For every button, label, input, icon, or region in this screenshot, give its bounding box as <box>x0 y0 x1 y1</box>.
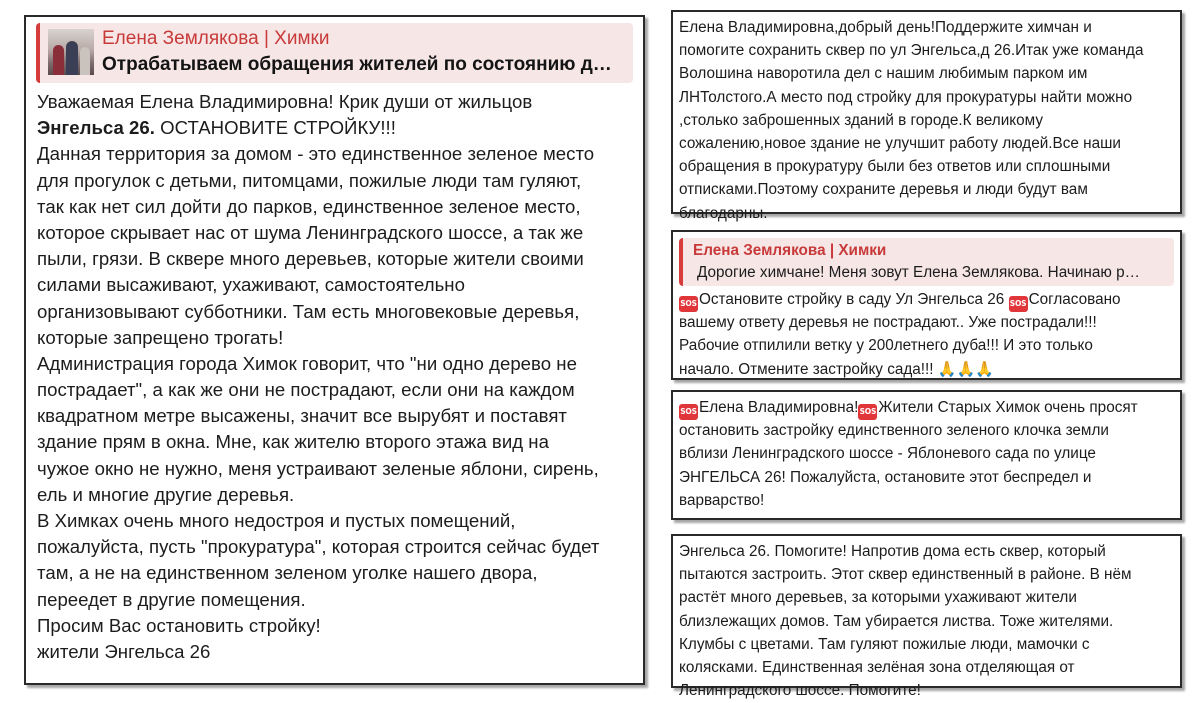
reply-snippet: Отрабатываем обращения жителей по состоянию д… <box>102 54 612 75</box>
text-fragment: Согласовано <box>1028 291 1121 308</box>
text-line: силами высаживают, ухаживают, самостоятельно <box>37 274 465 296</box>
reply-author: Елена Землякова | Химки <box>693 242 887 259</box>
text-line: растёт много деревьев, за которыми ухаживают жители <box>679 589 1077 607</box>
text-line: ЛНТолстого.А место под стройку для прокуратуры найти можно <box>679 88 1133 106</box>
reply-quote[interactable] <box>36 23 633 83</box>
text-line <box>679 358 1174 381</box>
text-line: отписками.Поэтому сохраните деревья и люди будут вам <box>679 181 1088 199</box>
text-line: квадратном метре высажены, значит все вырубят и поставят <box>37 405 567 427</box>
text-line <box>679 288 1174 311</box>
sos-icon: SOS <box>858 404 877 420</box>
sos-icon: SOS <box>679 296 698 312</box>
message-card-r4 <box>671 534 1182 700</box>
sos-icon: SOS <box>679 404 698 420</box>
text-line: Данная территория за домом - это единственное зеленое место <box>37 143 595 165</box>
reply-quote[interactable] <box>679 238 1174 286</box>
text-line: пожалуйста, пусть "прокуратура", которая строится сейчас будет <box>37 536 600 558</box>
text-line: жители Энгельса 26 <box>37 640 211 662</box>
message-card-r1 <box>671 10 1182 222</box>
message-card-left <box>24 15 645 685</box>
text-fragment: начало. Отмените застройку сада!!! <box>679 360 938 378</box>
text-fragment: ОСТАНОВИТЕ СТРОЙКУ!!! <box>154 117 396 139</box>
message-card-r2 <box>671 230 1182 380</box>
text-line: так как нет сил дойти до парков, единственное зеленое место, <box>37 195 581 217</box>
message-card-r3 <box>671 390 1182 520</box>
text-line: ель и многие другие деревья. <box>37 483 295 505</box>
reply-snippet: Дорогие химчане! Меня зовут Елена Землякова. Начинаю р… <box>697 264 1140 281</box>
message-text <box>673 286 1180 381</box>
text-fragment: Остановите стройку в саду Ул Энгельса 26 <box>699 291 1009 308</box>
text-line: для прогулок с детьми, питомцами, пожилые люди там гуляют, <box>37 169 582 191</box>
text-line: Рабочие отпилили ветку у 200летнего дуба!!! И это только <box>679 337 1093 355</box>
text-line: ЭНГЕЛЬСА 26! Пожалуйста, остановите этот беспредел и <box>679 468 1092 486</box>
bold-address: Энгельса 26. <box>37 117 155 139</box>
text-line: благодарны. <box>679 204 768 222</box>
reply-author: Елена Землякова | Химки <box>102 28 330 49</box>
avatar <box>48 29 94 75</box>
text-line: помогите сохранить сквер по ул Энгельса,д 26.Итак уже команда <box>679 42 1144 60</box>
text-line: ,столько заброшенных зданий в городе.К великому <box>679 111 1043 129</box>
message-text <box>673 392 1180 512</box>
text-line: вблизи Ленинградского шоссе - Яблоневого сада по улице <box>679 445 1096 463</box>
text-line: Елена Владимировна,добрый день!Поддержите химчан и <box>679 19 1092 36</box>
text-line: здание прям в окна. Мне, как жителю второго этажа вид на <box>37 431 549 453</box>
text-line: пострадает", а как же они не пострадают, если они на каждом <box>37 379 575 401</box>
text-line: В Химках очень много недостроя и пустых помещений, <box>37 510 516 531</box>
text-line: которые запрещено трогать! <box>37 326 284 348</box>
sos-icon: SOS <box>1009 296 1028 312</box>
text-line: Волошина наворотила дел с нашим любимым парком им <box>679 65 1088 83</box>
message-text <box>673 536 1180 702</box>
text-line: сожалению,новое здание не улучшит работу людей.Все наши <box>679 134 1121 152</box>
text-line: Администрация города Химок говорит, что "ни одно дерево не <box>37 352 577 374</box>
text-line: переедет в другие помещения. <box>37 588 306 610</box>
text-line: Уважаемая Елена Владимировна! Крик души от жильцов <box>37 91 533 112</box>
text-fragment: Елена Владимировна! <box>699 399 859 416</box>
praying-hands-icon: 🙏🙏🙏 <box>937 359 994 378</box>
text-line: Энгельса 26. Помогите! Напротив дома есть сквер, который <box>679 543 1106 560</box>
text-line: организовывают субботники. Там есть многовековые деревья, <box>37 300 580 322</box>
text-line: Клумбы с цветами. Там гуляют пожилые люди, мамочки с <box>679 635 1090 653</box>
text-line: обращения в прокуратуру были без ответов или сплошными <box>679 158 1111 176</box>
message-text <box>36 89 633 665</box>
text-line: колясками. Единственная зелёная зона отделяющая от <box>679 658 1075 676</box>
text-line: Просим Вас остановить стройку! <box>37 614 321 636</box>
text-line: которое скрывает нас от шума Ленинградского шоссе, а так же <box>37 221 584 243</box>
text-line: там, а не на единственном зеленом уголке нашего двора, <box>37 562 538 584</box>
text-fragment: Жители Старых Химок очень просят <box>878 399 1138 416</box>
text-line <box>37 115 633 141</box>
text-line: пыли, грязи. В сквере много деревьев, которые жители своими <box>37 248 584 270</box>
text-line: Ленинградского шоссе. Помогите! <box>679 682 921 700</box>
text-line: варварство! <box>679 491 765 509</box>
text-line: вашему ответу деревья не пострадают.. Уже пострадали!!! <box>679 314 1097 332</box>
text-line: пытаются застроить. Этот сквер единственный в районе. В нём <box>679 566 1132 584</box>
text-line: остановить застройку единственного зеленого клочка земли <box>679 422 1109 440</box>
text-line <box>679 396 1174 419</box>
message-text <box>673 12 1180 225</box>
text-line: близлежащих домов. Там убирается листва. Тоже жителями. <box>679 612 1114 630</box>
text-line: чужое окно не нужно, меня устраивают зеленые яблони, сирень, <box>37 457 599 479</box>
